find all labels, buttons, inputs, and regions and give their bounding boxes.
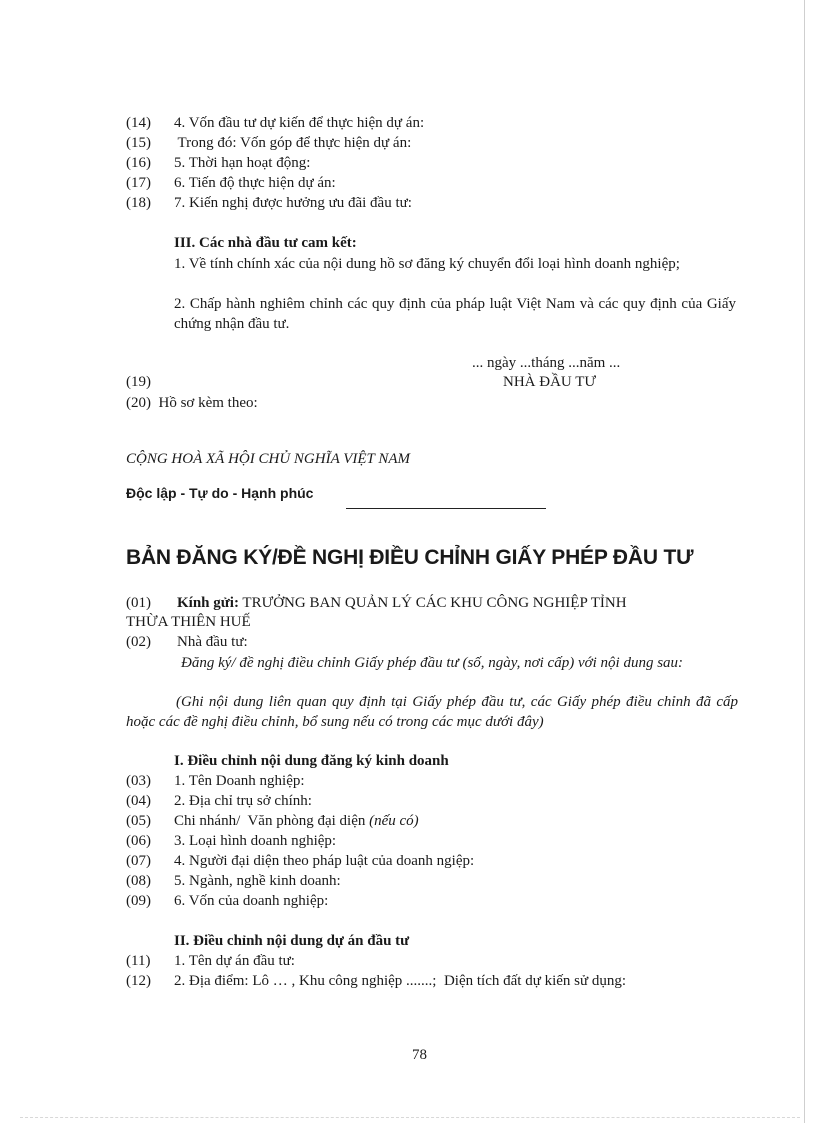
item-number: (11) [126,953,151,969]
date-line: ... ngày ...tháng ...năm ... [472,355,621,371]
item-text: Trong đó: Vốn góp để thực hiện dự án: [174,135,412,151]
section-2-heading: II. Điều chỉnh nội dung dự án đầu tư [174,933,410,949]
item-text: 5. Thời hạn hoạt động: [174,155,311,171]
item-text: 5. Ngành, nghề kinh doanh: [174,873,341,889]
recipient-value: TRƯỞNG BAN QUẢN LÝ CÁC KHU CÔNG NGHIỆP TỈNH [238,595,627,611]
national-name: CỘNG HOÀ XÃ HỘI CHỦ NGHĨA VIỆT NAM [126,451,411,467]
item-text: 7. Kiến nghị được hưởng ưu đãi đầu tư: [174,195,412,211]
item-number: (06) [126,833,151,849]
item-text: 6. Tiến độ thực hiện dự án: [174,175,336,191]
item-number: (08) [126,873,151,889]
item-number: (02) [126,634,151,650]
item-text-row [174,812,419,831]
page-bottom-divider [20,1117,800,1118]
attachments-line: (20) Hồ sơ kèm theo: [126,395,258,411]
item-number: (07) [126,853,151,869]
item-number: (17) [126,175,151,191]
item-number: (15) [126,135,151,151]
item-number: (16) [126,155,151,171]
request-text: Đăng ký/ đề nghị điều chỉnh Giấy phép đầu tư (số, ngày, nơi cấp) với nội dung sau: [181,655,684,671]
page-edge [804,0,805,1123]
motto-underline [346,508,546,509]
item-text: 1. Tên dự án đầu tư: [174,953,295,969]
recipient-label: Kính gửi: [177,595,239,611]
item-number: (03) [126,773,151,789]
commitment-heading: III. Các nhà đầu tư cam kết: [174,235,357,251]
recipient-continuation: THỪA THIÊN HUẾ [126,614,251,630]
commitment-paragraph-1: 1. Về tính chính xác của nội dung hồ sơ đăng ký chuyển đổi loại hình doanh nghiệp; [174,256,680,272]
item-text: 4. Vốn đầu tư dự kiến để thực hiện dự án: [174,115,425,131]
investor-label: Nhà đầu tư: [177,634,248,650]
item-number: (05) [126,813,151,829]
investor-signature-label: NHÀ ĐẦU TƯ [503,374,597,390]
item-text: Chi nhánh/ Văn phòng đại diện [174,813,370,829]
item-number: (01) [126,595,151,611]
item-number: (09) [126,893,151,909]
recipient-line [177,594,737,613]
section-1-heading: I. Điều chỉnh nội dung đăng ký kinh doanh [174,753,449,769]
commitment-paragraph-2: 2. Chấp hành nghiêm chỉnh các quy định của pháp luật Việt Nam và các quy định của Giấy chứng nhận đầu tư. [174,296,736,332]
national-motto: Độc lập - Tự do - Hạnh phúc [126,485,314,501]
item-text: 2. Địa chỉ trụ sở chính: [174,793,312,809]
item-text-italic: (nếu có) [369,813,419,829]
item-text: 4. Người đại diện theo pháp luật của doanh ngiệp: [174,853,475,869]
document-title: BẢN ĐĂNG KÝ/ĐỀ NGHỊ ĐIỀU CHỈNH GIẤY PHÉP ĐẦU TƯ [126,546,694,569]
item-number: (19) [126,374,151,390]
item-text: 2. Địa điểm: Lô … , Khu công nghiệp .......; Diện tích đất dự kiến sử dụng: [174,973,627,989]
note-text: (Ghi nội dung liên quan quy định tại Giấy phép đầu tư, các Giấy phép điều chỉnh đã cấp hoặc các đề nghị điều chỉnh, bổ sung nếu có trong các mục dưới đây) [126,694,738,730]
item-number: (14) [126,115,151,131]
item-number: (04) [126,793,151,809]
item-text: 1. Tên Doanh nghiệp: [174,773,305,789]
item-text: 6. Vốn của doanh nghiệp: [174,893,329,909]
item-number: (12) [126,973,151,989]
item-number: (18) [126,195,151,211]
item-text: 3. Loại hình doanh nghiệp: [174,833,337,849]
page-number: 78 [412,1047,427,1063]
